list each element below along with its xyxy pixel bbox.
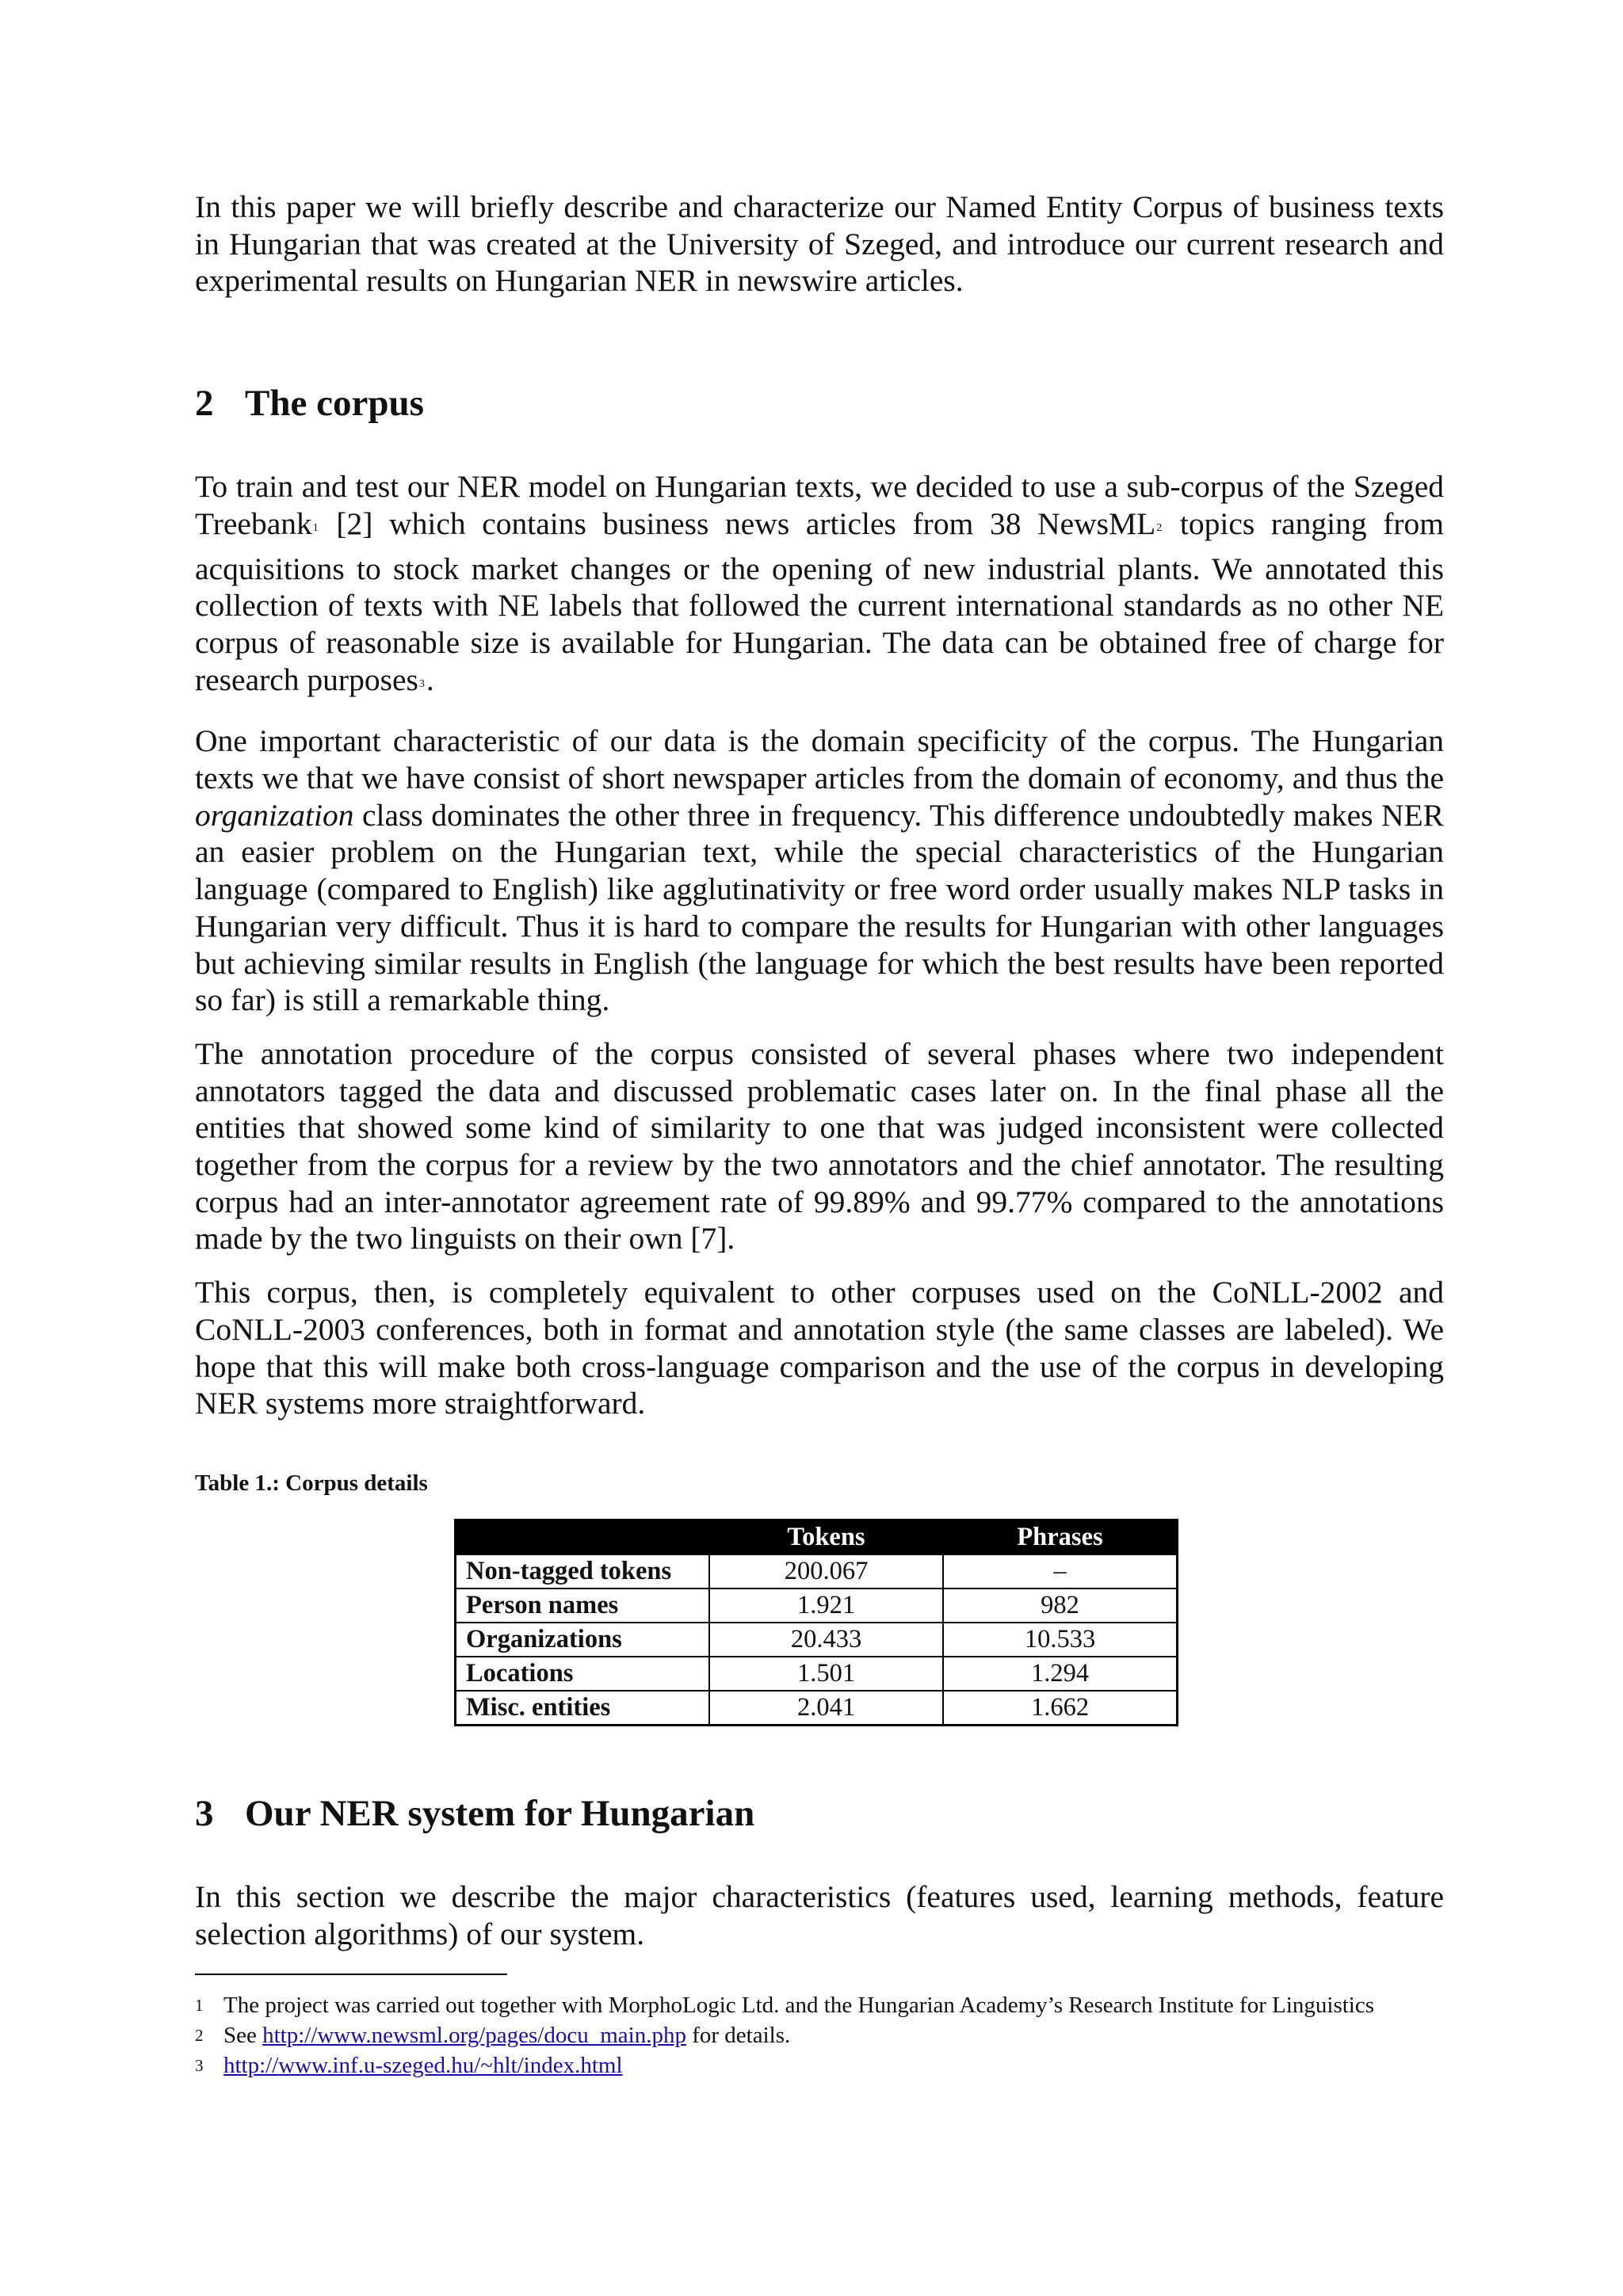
table-cell-phrases: – <box>943 1554 1178 1589</box>
table-1-caption: Table 1.: Corpus details <box>195 1470 428 1496</box>
table-cell-phrases: 10.533 <box>943 1623 1178 1657</box>
footnote-2 <box>195 2020 1444 2050</box>
table-cell-tokens: 200.067 <box>709 1554 943 1589</box>
intro-paragraph: In this paper we will briefly describe and characterize our Named Entity Corpus of business texts in Hungarian that was created at the University of Szeged, and introduce our current research and experimental results on Hungarian NER in newswire articles. <box>195 189 1444 299</box>
table-cell-phrases: 1.294 <box>943 1657 1178 1691</box>
newsml-link[interactable]: http://www.newsml.org/pages/docu_main.php <box>262 2023 686 2049</box>
footnote-number: 3 <box>195 2056 204 2076</box>
p1-text-a: To train and test our NER model on Hungarian texts, we decided to use a sub-corpus of the Szeged Treebank <box>195 469 1444 541</box>
table-row <box>456 1623 1178 1657</box>
table-cell-label: Non-tagged tokens <box>456 1554 710 1589</box>
table-row <box>456 1589 1178 1623</box>
section-2-heading <box>195 381 1444 425</box>
table-header-row <box>456 1520 1178 1554</box>
p2-text-a: One important characteristic of our data is the domain specificity of the corpus. The Hungarian texts we that we have consist of short newspaper articles from the domain of economy, and thus the <box>195 723 1444 796</box>
corpus-details-table <box>454 1519 1178 1726</box>
table-row <box>456 1657 1178 1691</box>
section-3-number: 3 <box>195 1792 214 1834</box>
table-cell-label: Organizations <box>456 1623 710 1657</box>
section-2-number: 2 <box>195 383 214 425</box>
p1-text-b: [2] which contains business news articles from 38 NewsML <box>319 505 1156 541</box>
table-row <box>456 1554 1178 1589</box>
paper-page <box>195 189 1444 2081</box>
footnote-text: The project was carried out together with MorphoLogic Ltd. and the Hungarian Academy’s Research Institute for Linguistics <box>223 1993 1374 2019</box>
table-cell-tokens: 1.501 <box>709 1657 943 1691</box>
table-1-wrapper <box>454 1519 1444 1726</box>
table-cell-tokens: 1.921 <box>709 1589 943 1623</box>
section-3-heading <box>195 1791 1444 1836</box>
section-3-title: Our NER system for Hungarian <box>245 1792 755 1834</box>
footnote-ref-1[interactable]: 1 <box>312 521 319 534</box>
footnotes <box>195 1990 1444 2081</box>
table-header-phrases: Phrases <box>943 1520 1178 1554</box>
footnote-ref-3[interactable]: 3 <box>418 677 425 690</box>
section-3-paragraph-1: In this section we describe the major characteristics (features used, learning methods, feature selection algorithms) of our system. <box>195 1878 1444 1951</box>
table-cell-label: Person names <box>456 1589 710 1623</box>
footnote-text-before: See <box>223 2023 263 2049</box>
szeged-hlt-link[interactable]: http://www.inf.u-szeged.hu/~hlt/index.html <box>223 2053 623 2079</box>
section-2-paragraph-2 <box>195 723 1444 1019</box>
footnote-number: 1 <box>195 1996 204 2016</box>
footnote-text-after: for details. <box>685 2023 791 2049</box>
table-header-tokens: Tokens <box>709 1520 943 1554</box>
p2-text-b: class dominates the other three in frequency. This difference undoubtedly makes NER an easier problem on the Hungarian text, while the special characteristics of the Hungarian language (compared to English) like agglutinativity or free word order usually makes NLP tasks in Hungarian very difficult. Thus it is hard to compare the results for Hungarian with other languages but achieving similar results in English (the language for which the best results have been reported so far) is still a remarkable thing. <box>195 797 1444 1018</box>
table-row <box>456 1691 1178 1726</box>
p2-emphasis: organization <box>195 797 354 833</box>
table-cell-tokens: 2.041 <box>709 1691 943 1726</box>
section-2-paragraph-4: This corpus, then, is completely equivalent to other corpuses used on the CoNLL-2002 and CoNLL-2003 conferences, both in format and annotation style (the same classes are labeled). We hope that this will make both cross-language comparison and the use of the corpus in developing NER systems more straightforward. <box>195 1275 1444 1421</box>
table-header-empty <box>456 1520 710 1554</box>
footnote-3 <box>195 2050 1444 2081</box>
table-cell-label: Misc. entities <box>456 1691 710 1726</box>
table-cell-label: Locations <box>456 1657 710 1691</box>
p1-text-d: . <box>426 662 434 697</box>
table-cell-phrases: 982 <box>943 1589 1178 1623</box>
footnote-number: 2 <box>195 2026 204 2046</box>
footnote-divider <box>195 1974 507 1975</box>
table-cell-phrases: 1.662 <box>943 1691 1178 1726</box>
p1-text-c: topics ranging from acquisitions to stock market changes or the opening of new industrial plants. We annotated this collection of texts with NE labels that followed the current international standards as no other NE corpus of reasonable size is available for Hungarian. The data can be obtained free of charge for research purposes <box>195 505 1445 697</box>
section-2-title: The corpus <box>245 383 424 425</box>
footnote-1 <box>195 1990 1444 2020</box>
footnote-ref-2[interactable]: 2 <box>1156 521 1163 534</box>
table-cell-tokens: 20.433 <box>709 1623 943 1657</box>
section-2-paragraph-1 <box>195 468 1444 706</box>
section-2-paragraph-3: The annotation procedure of the corpus consisted of several phases where two independent annotators tagged the data and discussed problematic cases later on. In the final phase all the entities that showed some kind of similarity to one that was judged inconsistent were collected together from the corpus for a review by the two annotators and the chief annotator. The resulting corpus had an inter-annotator agreement rate of 99.89% and 99.77% compared to the annotations made by the two linguists on their own [7]. <box>195 1035 1444 1257</box>
